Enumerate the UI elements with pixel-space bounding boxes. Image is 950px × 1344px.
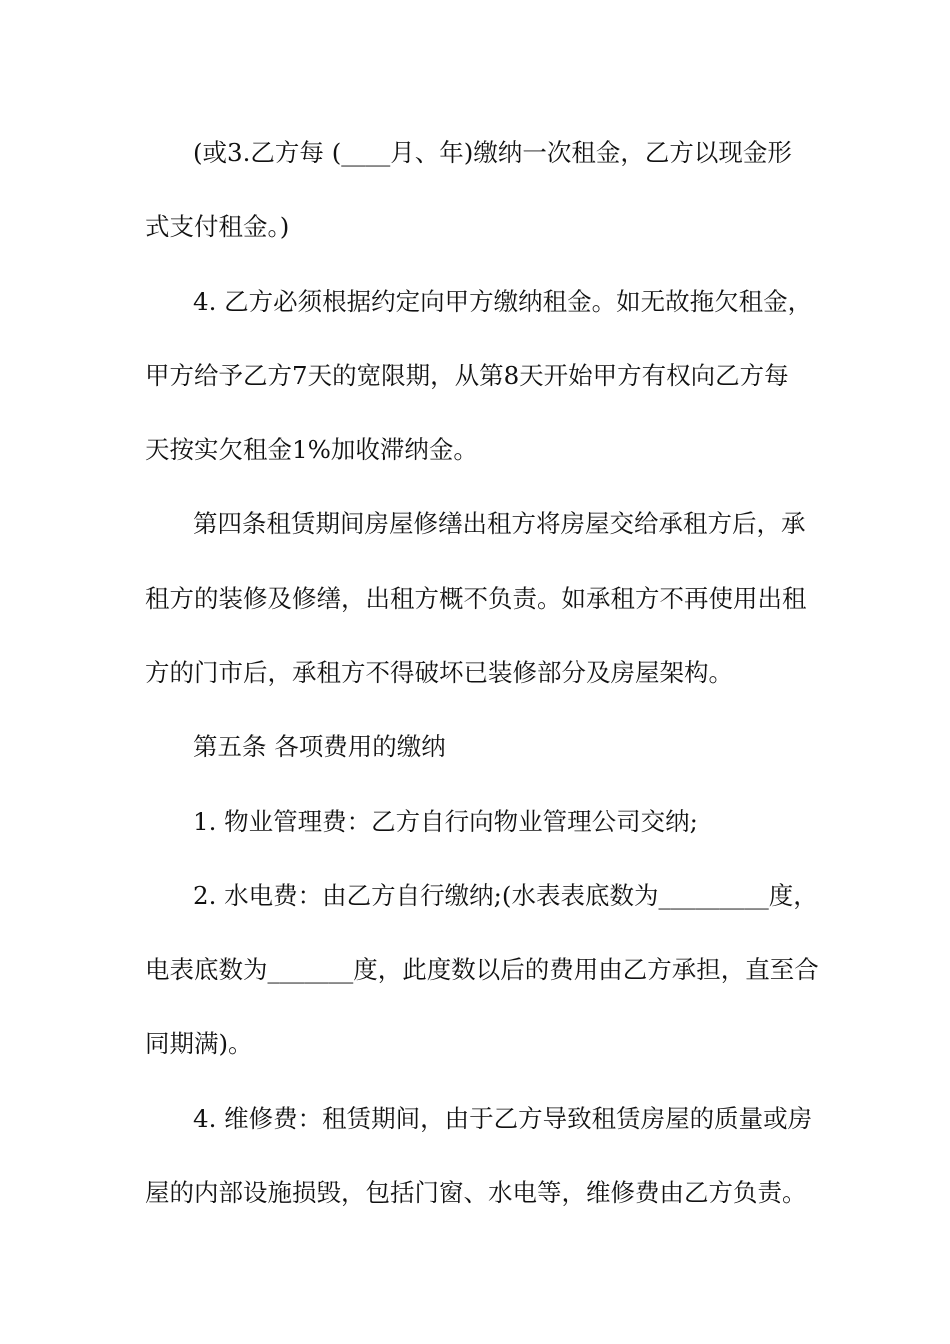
paragraph-line: 4. 维修费：租赁期间，由于乙方导致租赁房屋的质量或房 (193, 1104, 813, 1133)
paragraph-line: 4. 乙方必须根据约定向甲方缴纳租金。如无故拖欠租金， (193, 287, 813, 316)
paragraph-line: (或3.乙方每 (____月、年)缴纳一次租金，乙方以现金形 (193, 138, 792, 167)
paragraph-line: 屋的内部设施损毁，包括门窗、水电等，维修费由乙方负责。 (145, 1178, 807, 1207)
paragraph-line: 2. 水电费：由乙方自行缴纳;(水表表底数为_________度， (193, 881, 818, 910)
paragraph-line: 同期满)。 (145, 1029, 253, 1058)
paragraph-line: 电表底数为_______度，此度数以后的费用由乙方承担，直至合 (145, 955, 819, 984)
paragraph-line: 天按实欠租金1%加收滞纳金。 (145, 435, 478, 464)
paragraph-line: 式支付租金。) (145, 212, 290, 241)
paragraph-line: 方的门市后，承租方不得破坏已装修部分及房屋架构。 (145, 658, 733, 687)
paragraph-line: 租方的装修及修缮，出租方概不负责。如承租方不再使用出租 (145, 584, 807, 613)
paragraph-line: 第四条租赁期间房屋修缮出租方将房屋交给承租方后，承 (193, 509, 806, 538)
section-heading: 第五条 各项费用的缴纳 (193, 732, 446, 761)
paragraph-line: 1. 物业管理费：乙方自行向物业管理公司交纳; (193, 807, 698, 836)
paragraph-line: 甲方给予乙方7天的宽限期，从第8天开始甲方有权向乙方每 (145, 361, 789, 390)
